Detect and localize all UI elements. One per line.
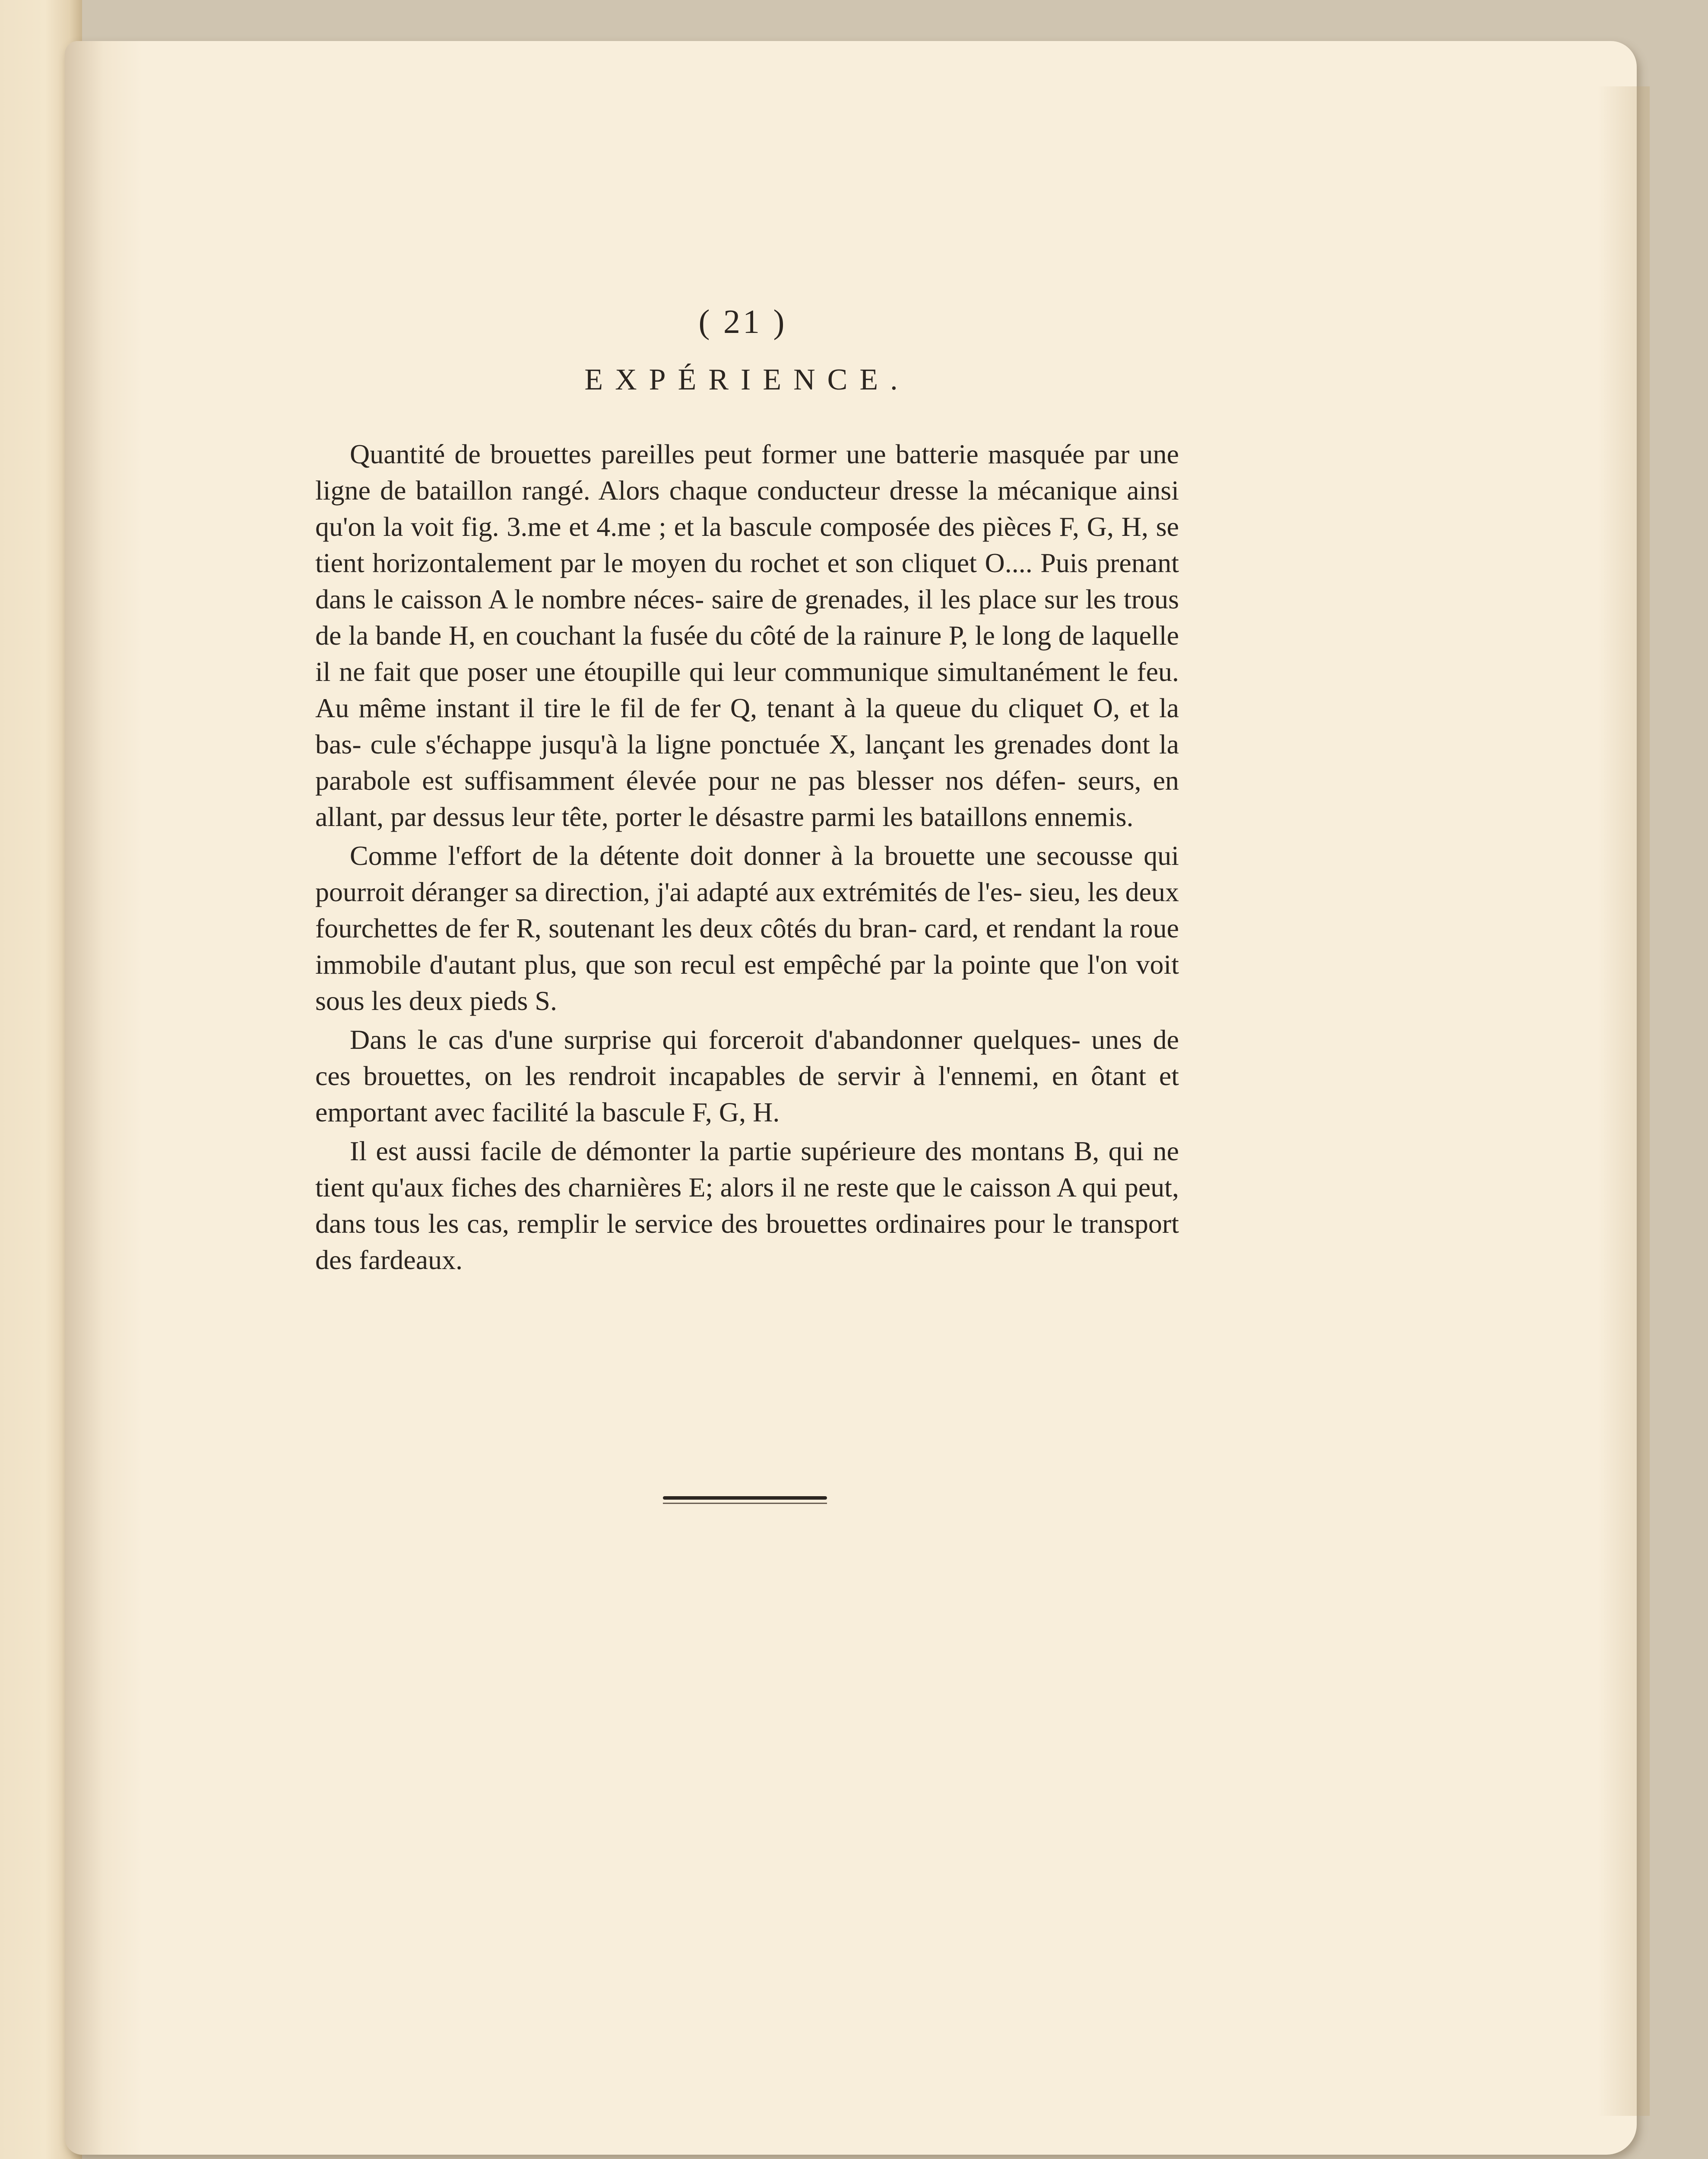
gutter-shadow <box>65 41 143 2155</box>
page-number: ( 21 ) <box>698 303 787 340</box>
paragraph: Quantité de brouettes pareilles peut former une batterie masquée par une ligne de bataillon rangé. Alors chaque conducteur dresse la mécanique ainsi qu'on la voit fig. 3.me et 4.me ; et la bascule composée des pièces F, G, H, se tient horizontalement par le moyen du rochet et son cliquet O.... Puis prenant dans le caisson A le nombre néces- saire de grenades, il les place sur les trous de la bande H, en couchant la fusée du côté de la rainure P, le long de laquelle il ne fait que poser une étoupille qui leur communique simultanément le feu. Au même instant il tire le fil de fer Q, tenant à la queue du cliquet O, et la bas- cule s'échappe jusqu'à la ligne ponctuée X, lançant les grenades dont la parabole est suffisamment élevée pour ne pas blesser nos défen- seurs, en allant, par dessus leur tête, porter le désastre parmi les bataillons ennemis. <box>315 439 1179 832</box>
body-text <box>315 436 1179 1281</box>
end-rule-thin <box>663 1503 827 1504</box>
section-heading: EXPÉRIENCE. <box>584 363 910 396</box>
paragraph: Dans le cas d'une surprise qui forceroit d'abandonner quelques- unes de ces brouettes, on les rendroit incapables de servir à l'ennemi, en ôtant et emportant avec facilité la bascule F, G, H. <box>315 1024 1179 1127</box>
paragraph: Il est aussi facile de démonter la partie supérieure des montans B, qui ne tient qu'aux fiches des charnières E; alors il ne reste que le caisson A qui peut, dans tous les cas, remplir le service des brouettes ordinaires pour le transport des fardeaux. <box>315 1136 1179 1275</box>
end-rule <box>663 1496 827 1500</box>
page-edge-shading <box>1598 86 1650 2116</box>
paragraph: Comme l'effort de la détente doit donner à la brouette une secousse qui pourroit déranger sa direction, j'ai adapté aux extrémités de l'es- sieu, les deux fourchettes de fer R, soutenant les deux côtés du bran- card, et rendant la roue immobile d'autant plus, que son recul est empêché par la pointe que l'on voit sous les deux pieds S. <box>315 840 1179 1016</box>
